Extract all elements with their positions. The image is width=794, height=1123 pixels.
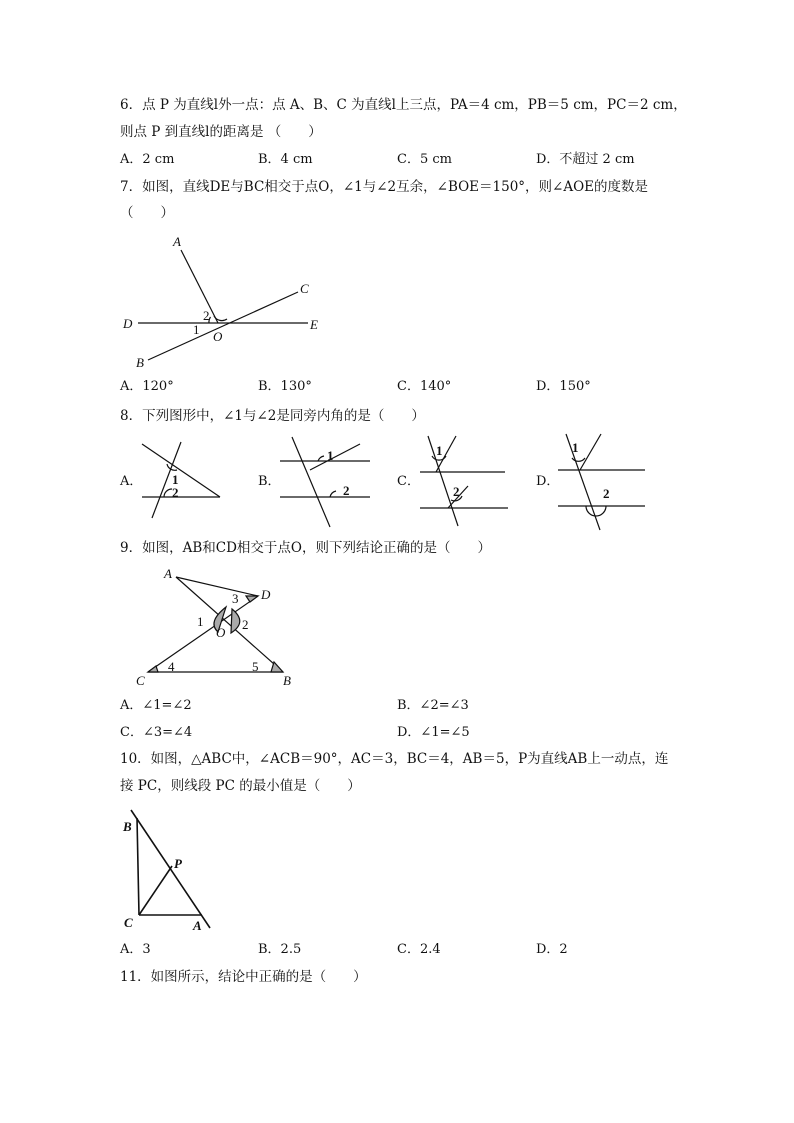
- q8-d-label-1: 1: [572, 440, 579, 455]
- q10-line2: 接 PC，则线段 PC 的最小值是（ ）: [120, 778, 361, 794]
- q8-a-label-2: 2: [172, 485, 179, 500]
- q9-label-o: O: [216, 625, 226, 640]
- q7-line2: （ ）: [120, 205, 174, 221]
- q8-option-a-letter: A．: [120, 474, 143, 489]
- q6-option-d: D．不超过 2 cm: [536, 152, 635, 167]
- q10-option-c: C．2.4: [397, 942, 441, 957]
- q7-line1: 7．如图，直线DE与BC相交于点O，∠1与∠2互余，∠BOE＝150°，则∠AOE的度数是: [120, 179, 649, 195]
- q6-option-c: C．5 cm: [397, 152, 452, 167]
- q8-a-label-1: 1: [172, 472, 179, 487]
- q10-option-b: B．2.5: [258, 942, 302, 957]
- q7-label-o: O: [213, 329, 223, 344]
- q9-option-c: C．∠3=∠4: [120, 725, 193, 740]
- q7-option-d: D．150°: [536, 379, 591, 394]
- q9-label-c: C: [136, 673, 145, 688]
- q7-label-d: D: [123, 316, 133, 331]
- q7-label-e: E: [310, 317, 318, 332]
- q8-d-label-2: 2: [603, 486, 610, 501]
- q9-label-3: 3: [232, 591, 239, 606]
- q10-label-c: C: [124, 915, 133, 930]
- q7-label-2: 2: [203, 308, 210, 323]
- q10-label-p: P: [174, 856, 182, 871]
- q9-option-a: A．∠1=∠2: [120, 698, 192, 713]
- q10-label-a: A: [193, 918, 202, 933]
- q11-line1: 11．如图所示，结论中正确的是（ ）: [120, 969, 367, 985]
- q10-label-b: B: [123, 819, 132, 834]
- q7-label-1: 1: [193, 322, 200, 337]
- q7-option-a: A．120°: [120, 379, 174, 394]
- q8-option-d-letter: D．: [536, 474, 560, 489]
- q9-label-4: 4: [168, 659, 175, 674]
- q6-option-b: B．4 cm: [258, 152, 313, 167]
- q9-line1: 9．如图，AB和CD相交于点O，则下列结论正确的是（ ）: [120, 540, 491, 556]
- q10-line1: 10．如图，△ABC中，∠ACB＝90°，AC＝3，BC＝4，AB＝5，P为直线AB上一动点，连: [120, 751, 669, 767]
- q9-option-d: D．∠1=∠5: [397, 725, 470, 740]
- q6-line1: 6．点 P 为直线l外一点：点 A、B、C 为直线l上三点，PA＝4 cm，PB＝5 cm，PC＝2 cm，: [120, 97, 687, 113]
- q6-line2: 则点 P 到直线l的距离是 （ ）: [120, 124, 322, 140]
- q8-option-c-letter: C．: [397, 474, 420, 489]
- q6-option-a: A．2 cm: [120, 152, 175, 167]
- q9-label-d: D: [261, 587, 271, 602]
- q8-line1: 8．下列图形中，∠1与∠2是同旁内角的是（ ）: [120, 408, 425, 424]
- q9-label-5: 5: [252, 659, 259, 674]
- q9-label-1: 1: [197, 614, 204, 629]
- q8-c-label-2: 2: [453, 484, 460, 499]
- q8-c-label-1: 1: [436, 443, 443, 458]
- q10-option-d: D．2: [536, 942, 568, 957]
- q10-option-a: A．3: [120, 942, 151, 957]
- q9-label-a: A: [164, 566, 172, 581]
- q7-label-a: A: [173, 234, 181, 249]
- q8-b-label-1: 1: [327, 448, 334, 463]
- q9-label-b: B: [283, 673, 291, 688]
- q8-option-b-letter: B．: [258, 474, 281, 489]
- q7-option-c: C．140°: [397, 379, 452, 394]
- q7-label-c: C: [300, 281, 309, 296]
- q9-label-2: 2: [242, 617, 249, 632]
- q7-option-b: B．130°: [258, 379, 312, 394]
- q9-option-b: B．∠2=∠3: [397, 698, 469, 713]
- q8-b-label-2: 2: [343, 483, 350, 498]
- q7-label-b: B: [136, 355, 144, 370]
